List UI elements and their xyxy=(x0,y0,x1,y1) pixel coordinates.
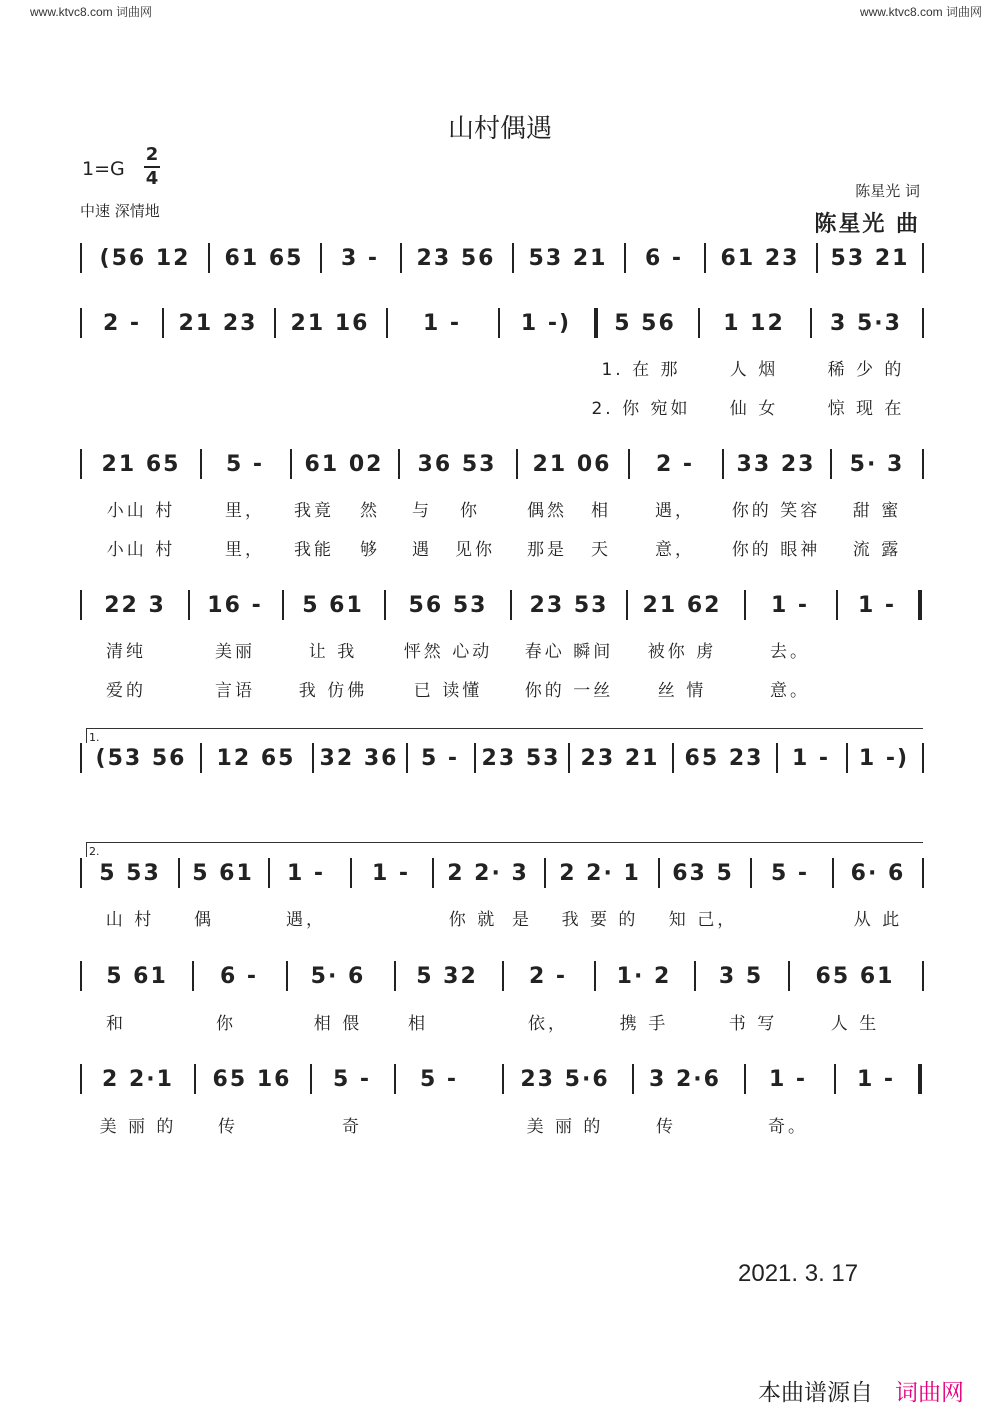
measure: 12 65 xyxy=(216,745,296,771)
barline xyxy=(162,308,164,338)
lyric: 与 xyxy=(412,500,432,521)
measure: 22 3 xyxy=(104,592,166,618)
measure: 3 5 xyxy=(718,963,764,989)
lyric: 小山 村 xyxy=(106,500,176,521)
lyric: 我竟 xyxy=(294,500,334,521)
measure: 3 5·3 xyxy=(830,310,902,336)
staff-row-5 xyxy=(80,738,926,778)
song-title: 山村偶遇 xyxy=(447,114,552,144)
lyrics-row-4-verse-2 xyxy=(80,675,926,701)
measure: 1 - xyxy=(791,745,831,771)
measure: 23 21 xyxy=(580,745,660,771)
measure: 2 - xyxy=(655,451,695,477)
lyric: 奇 xyxy=(342,1116,362,1137)
time-signature-top: 2 xyxy=(145,144,159,165)
measure: 32 36 xyxy=(319,745,399,771)
watermark-right: www.ktvc8.com 词曲网 xyxy=(859,5,982,19)
measure: 1 - xyxy=(768,1066,808,1092)
barline xyxy=(80,1064,82,1094)
measure: 63 5 xyxy=(672,860,734,886)
lyric: 你 xyxy=(216,1013,236,1034)
barline xyxy=(400,243,402,273)
lyric: 甜 蜜 xyxy=(852,500,902,521)
lyric: 人 生 xyxy=(830,1013,880,1034)
lyric: 仙 女 xyxy=(729,398,779,419)
lyrics-row-3-verse-2 xyxy=(80,534,926,560)
measure: 5 53 xyxy=(99,860,161,886)
barline xyxy=(498,308,500,338)
lyric: 稀 少 的 xyxy=(827,359,905,380)
barline xyxy=(192,961,194,991)
barline xyxy=(320,243,322,273)
measure: 21 65 xyxy=(101,451,181,477)
barline xyxy=(178,858,180,888)
lyric: 丝 情 xyxy=(657,680,707,701)
barline xyxy=(698,308,700,338)
lyric: 去。 xyxy=(770,641,810,662)
lyric: 传 xyxy=(656,1116,676,1137)
source-site-link[interactable]: 词曲网 xyxy=(895,1380,964,1406)
measure: 61 23 xyxy=(720,245,800,271)
measure: 36 53 xyxy=(417,451,497,477)
barline xyxy=(624,243,626,273)
lyric: 传 xyxy=(218,1116,238,1137)
measure: 23 53 xyxy=(529,592,609,618)
barline xyxy=(312,743,314,773)
barline xyxy=(200,449,202,479)
measure: 1 12 xyxy=(723,310,785,336)
repeat-start-barline xyxy=(594,308,598,338)
barline xyxy=(922,961,924,991)
lyric: 相 xyxy=(591,500,611,521)
measure: 1 - xyxy=(286,860,326,886)
lyric: 从 此 xyxy=(853,909,903,930)
barline xyxy=(310,1064,312,1094)
measure: 23 56 xyxy=(416,245,496,271)
barline xyxy=(694,961,696,991)
staff-row-7 xyxy=(80,956,926,996)
lyric: 书 写 xyxy=(728,1013,778,1034)
lyric: 偶 xyxy=(194,909,214,930)
lyric: 遇， xyxy=(655,500,695,521)
measure: 21 16 xyxy=(290,310,370,336)
measure: 6· 6 xyxy=(850,860,906,886)
lyric: 流 露 xyxy=(852,539,902,560)
barline xyxy=(516,449,518,479)
barline xyxy=(632,1064,634,1094)
barline xyxy=(432,858,434,888)
barline xyxy=(832,858,834,888)
barline xyxy=(704,243,706,273)
lyric: 2. 你 宛如 xyxy=(591,398,691,419)
measure: 53 21 xyxy=(830,245,910,271)
measure: 5· 3 xyxy=(849,451,905,477)
lyric: 够 xyxy=(360,539,380,560)
barline xyxy=(384,590,386,620)
measure: 21 23 xyxy=(178,310,258,336)
measure: 5 61 xyxy=(302,592,364,618)
staff-row-8 xyxy=(80,1059,926,1099)
lyrics-row-8 xyxy=(80,1111,926,1137)
measure: 21 62 xyxy=(642,592,722,618)
lyric: 相 偎 xyxy=(313,1013,363,1034)
barline xyxy=(922,243,924,273)
lyric: 我 仿佛 xyxy=(298,680,368,701)
lyric: 依， xyxy=(528,1013,568,1034)
lyric: 美 丽 的 xyxy=(526,1116,604,1137)
measure: 65 23 xyxy=(684,745,764,771)
barline xyxy=(188,590,190,620)
lyric: 你 xyxy=(460,500,480,521)
first-ending-number: 1. xyxy=(89,731,100,744)
barline xyxy=(406,743,408,773)
lyric: 里， xyxy=(225,500,265,521)
barline xyxy=(810,308,812,338)
measure: 1 - xyxy=(371,860,411,886)
lyric: 见你 xyxy=(455,539,495,560)
barline xyxy=(658,858,660,888)
measure: 1 -) xyxy=(858,745,910,771)
lyric: 和 xyxy=(106,1013,126,1034)
lyric: 遇 xyxy=(412,539,432,560)
lyric: 人 烟 xyxy=(729,359,779,380)
measure: 5 - xyxy=(419,1066,459,1092)
lyric: 知 己， xyxy=(668,909,738,930)
lyrics-row-3-verse-1 xyxy=(80,495,926,521)
measure: 5 61 xyxy=(192,860,254,886)
measure: 5 32 xyxy=(416,963,478,989)
barline xyxy=(208,243,210,273)
barline xyxy=(594,961,596,991)
lyric: 你的 眼神 xyxy=(731,539,821,560)
lyric: 怦然 心动 xyxy=(403,641,493,662)
lyric: 1. 在 那 xyxy=(601,359,681,380)
measure: 61 65 xyxy=(224,245,304,271)
measure: 1 -) xyxy=(520,310,572,336)
time-signature-bottom: 4 xyxy=(145,168,159,189)
lyric: 是 xyxy=(512,909,532,930)
lyric: 清纯 xyxy=(106,641,146,662)
staff-row-6 xyxy=(80,853,926,893)
measure: 53 21 xyxy=(528,245,608,271)
barline xyxy=(628,449,630,479)
measure: 1 - xyxy=(422,310,462,336)
measure: 23 53 xyxy=(481,745,561,771)
measure: 65 16 xyxy=(212,1066,292,1092)
barline xyxy=(788,961,790,991)
barline xyxy=(80,961,82,991)
measure: (53 56 xyxy=(95,745,187,771)
lyricist-credit: 陈星光 词 xyxy=(855,182,920,200)
measure: 61 02 xyxy=(304,451,384,477)
barline xyxy=(80,308,82,338)
measure: 2 - xyxy=(528,963,568,989)
measure: 65 61 xyxy=(815,963,895,989)
barline xyxy=(290,449,292,479)
lyric: 美丽 xyxy=(215,641,255,662)
measure: 1· 2 xyxy=(616,963,672,989)
lyrics-row-2-verse-1 xyxy=(80,354,926,380)
repeat-end-barline xyxy=(918,590,922,620)
lyric: 里， xyxy=(225,539,265,560)
lyric: 你的 笑容 xyxy=(731,500,821,521)
barline xyxy=(512,243,514,273)
measure: 5 - xyxy=(770,860,810,886)
barline xyxy=(672,743,674,773)
time-signature xyxy=(142,144,162,190)
barline xyxy=(626,590,628,620)
lyric: 让 我 xyxy=(308,641,358,662)
composer-credit: 陈星光 曲 xyxy=(814,211,920,237)
barline xyxy=(268,858,270,888)
barline xyxy=(776,743,778,773)
measure: 2 2· 1 xyxy=(559,860,641,886)
barline xyxy=(274,308,276,338)
tempo-marking: 中速 深情地 xyxy=(80,202,160,220)
lyric: 遇， xyxy=(286,909,326,930)
measure: 5 - xyxy=(420,745,460,771)
barline xyxy=(750,858,752,888)
lyric: 我 要 的 xyxy=(561,909,639,930)
source-text: 本曲谱源自 xyxy=(758,1380,873,1406)
barline xyxy=(200,743,202,773)
barline xyxy=(398,449,400,479)
measure: 1 - xyxy=(770,592,810,618)
lyric: 言语 xyxy=(215,680,255,701)
lyric: 小山 村 xyxy=(106,539,176,560)
lyric: 相 xyxy=(408,1013,428,1034)
measure: 5· 6 xyxy=(310,963,366,989)
barline xyxy=(80,743,82,773)
lyric: 那是 xyxy=(527,539,567,560)
lyric: 惊 现 在 xyxy=(827,398,905,419)
lyric: 爱的 xyxy=(106,680,146,701)
score-date: 2021. 3. 17 xyxy=(738,1260,859,1287)
lyric: 意。 xyxy=(770,680,810,701)
lyric: 携 手 xyxy=(619,1013,669,1034)
lyric: 被你 虏 xyxy=(647,641,717,662)
staff-row-1 xyxy=(80,238,926,278)
lyric: 已 读懂 xyxy=(413,680,483,701)
watermark-left: www.ktvc8.com 词曲网 xyxy=(30,5,153,19)
lyric: 你 就 xyxy=(448,909,498,930)
staff-row-2 xyxy=(80,303,926,343)
barline xyxy=(286,961,288,991)
staff-row-4 xyxy=(80,585,926,625)
barline xyxy=(80,243,82,273)
second-ending-number: 2. xyxy=(89,845,100,858)
lyric: 意， xyxy=(655,539,695,560)
barline xyxy=(502,961,504,991)
lyric: 奇。 xyxy=(768,1116,808,1137)
measure: 6 - xyxy=(219,963,259,989)
barline xyxy=(834,1064,836,1094)
lyric: 你的 一丝 xyxy=(524,680,614,701)
measure: 5 56 xyxy=(614,310,676,336)
measure: 5 - xyxy=(225,451,265,477)
barline xyxy=(350,858,352,888)
measure: 5 61 xyxy=(106,963,168,989)
lyrics-row-6 xyxy=(80,904,926,930)
measure: 16 - xyxy=(207,592,263,618)
barline xyxy=(474,743,476,773)
barline xyxy=(282,590,284,620)
source-footer xyxy=(758,1374,964,1407)
staff-row-3 xyxy=(80,444,926,484)
measure: 56 53 xyxy=(408,592,488,618)
measure: 1 - xyxy=(856,1066,896,1092)
measure: 2 2·1 xyxy=(102,1066,174,1092)
barline xyxy=(502,1064,504,1094)
barline xyxy=(922,743,924,773)
lyric: 春心 瞬间 xyxy=(524,641,614,662)
lyric: 天 xyxy=(591,539,611,560)
lyric: 然 xyxy=(360,500,380,521)
lyrics-row-7 xyxy=(80,1008,926,1034)
barline xyxy=(836,590,838,620)
barline xyxy=(80,858,82,888)
measure: 6 - xyxy=(644,245,684,271)
lyric: 山 村 xyxy=(105,909,155,930)
measure: 23 5·6 xyxy=(520,1066,610,1092)
barline xyxy=(394,1064,396,1094)
barline xyxy=(922,858,924,888)
barline xyxy=(816,243,818,273)
lyric: 偶然 xyxy=(527,500,567,521)
barline xyxy=(568,743,570,773)
measure: 21 06 xyxy=(532,451,612,477)
measure: 2 2· 3 xyxy=(447,860,529,886)
measure: 1 - xyxy=(857,592,897,618)
lyric: 美 丽 的 xyxy=(99,1116,177,1137)
barline xyxy=(394,961,396,991)
measure: 3 2·6 xyxy=(649,1066,721,1092)
barline xyxy=(922,308,924,338)
final-barline xyxy=(918,1064,922,1094)
key-signature: 1=G xyxy=(82,158,125,180)
lyrics-row-4-verse-1 xyxy=(80,636,926,662)
lyric: 我能 xyxy=(294,539,334,560)
measure: 3 - xyxy=(340,245,380,271)
barline xyxy=(510,590,512,620)
barline xyxy=(722,449,724,479)
barline xyxy=(194,1064,196,1094)
barline xyxy=(744,1064,746,1094)
barline xyxy=(80,590,82,620)
barline xyxy=(544,858,546,888)
measure: 2 - xyxy=(102,310,142,336)
barline xyxy=(846,743,848,773)
barline xyxy=(386,308,388,338)
barline xyxy=(744,590,746,620)
measure: 33 23 xyxy=(736,451,816,477)
measure: (56 12 xyxy=(99,245,191,271)
barline xyxy=(80,449,82,479)
barline xyxy=(922,449,924,479)
lyrics-row-2-verse-2 xyxy=(80,393,926,419)
barline xyxy=(830,449,832,479)
measure: 5 - xyxy=(332,1066,372,1092)
